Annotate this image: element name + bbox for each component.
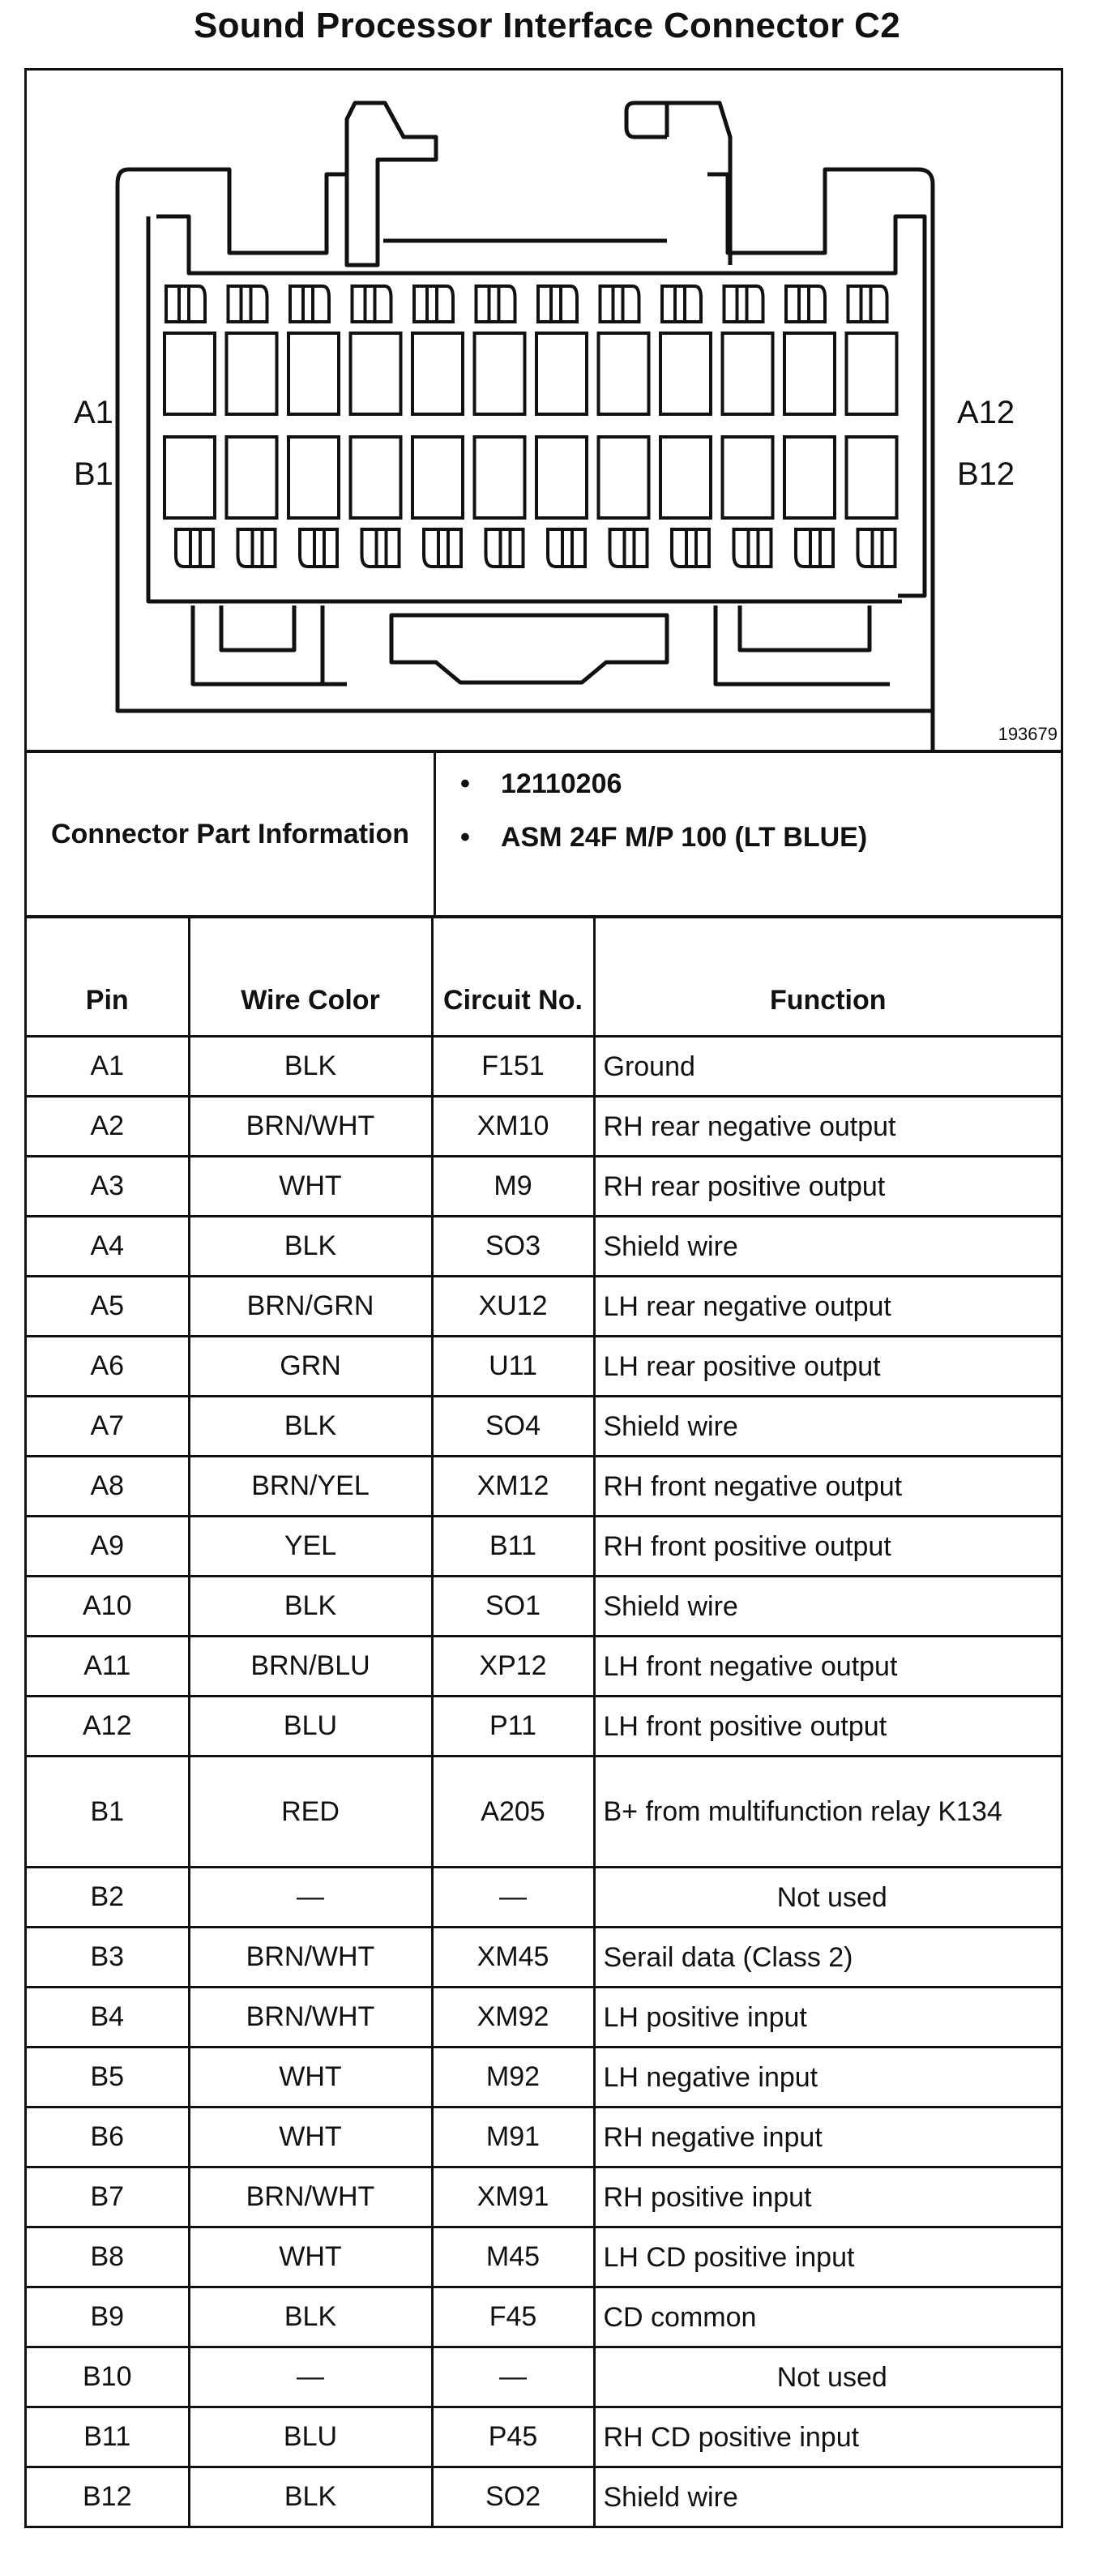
cell-pin: A1 <box>27 1037 189 1097</box>
cell-circuit-no: SO4 <box>432 1397 594 1457</box>
cell-wire-color: BRN/YEL <box>189 1457 432 1517</box>
table-row <box>27 2107 1061 2167</box>
part-number: • 12110206 <box>501 761 1061 807</box>
cell-circuit-no: SO3 <box>432 1217 594 1277</box>
cell-wire-color: YEL <box>189 1517 432 1577</box>
cell-function: Shield wire <box>594 1397 1061 1457</box>
cell-pin: B8 <box>27 2227 189 2287</box>
connector-face-drawing <box>27 71 1061 750</box>
label-row-b-right: B12 <box>957 456 1015 492</box>
table-row <box>27 2467 1061 2527</box>
part-info-values <box>436 753 1061 915</box>
cell-circuit-no: XM45 <box>432 1928 594 1988</box>
connector-document <box>24 68 1063 2528</box>
cell-function: LH rear negative output <box>594 1277 1061 1337</box>
cell-pin: B5 <box>27 2048 189 2107</box>
cell-circuit-no: M91 <box>432 2107 594 2167</box>
cell-function: LH front positive output <box>594 1697 1061 1757</box>
header-function: Function <box>594 918 1061 1037</box>
cell-circuit-no: XM12 <box>432 1457 594 1517</box>
cell-circuit-no: M45 <box>432 2227 594 2287</box>
table-row <box>27 1157 1061 1217</box>
cell-pin: B1 <box>27 1757 189 1868</box>
table-row <box>27 2048 1061 2107</box>
cell-circuit-no: — <box>432 2347 594 2407</box>
cell-function: RH positive input <box>594 2167 1061 2227</box>
cell-pin: B10 <box>27 2347 189 2407</box>
cell-circuit-no: P45 <box>432 2407 594 2467</box>
cell-wire-color: RED <box>189 1757 432 1868</box>
cell-wire-color: BRN/WHT <box>189 1988 432 2048</box>
cell-circuit-no: B11 <box>432 1517 594 1577</box>
cell-circuit-no: U11 <box>432 1337 594 1397</box>
table-row <box>27 2407 1061 2467</box>
cell-wire-color: BRN/WHT <box>189 1097 432 1157</box>
cell-wire-color: BLK <box>189 1577 432 1637</box>
header-circuit-no: Circuit No. <box>432 918 594 1037</box>
header-wire-color: Wire Color <box>189 918 432 1037</box>
cell-pin: A10 <box>27 1577 189 1637</box>
header-pin: Pin <box>27 918 189 1037</box>
cell-circuit-no: XP12 <box>432 1637 594 1697</box>
cell-function: RH CD positive input <box>594 2407 1061 2467</box>
cell-pin: B4 <box>27 1988 189 2048</box>
table-row <box>27 1277 1061 1337</box>
cell-pin: B6 <box>27 2107 189 2167</box>
cell-function: LH CD positive input <box>594 2227 1061 2287</box>
page-title: Sound Processor Interface Connector C2 <box>193 6 901 45</box>
cell-function: RH front negative output <box>594 1457 1061 1517</box>
cell-wire-color: BLK <box>189 1037 432 1097</box>
table-row <box>27 1397 1061 1457</box>
cell-function: Not used <box>594 2347 1061 2407</box>
table-row <box>27 1577 1061 1637</box>
table-row <box>27 1928 1061 1988</box>
cell-circuit-no: XM10 <box>432 1097 594 1157</box>
cell-function: CD common <box>594 2287 1061 2347</box>
cell-pin: B3 <box>27 1928 189 1988</box>
cell-function: Shield wire <box>594 2467 1061 2527</box>
table-row <box>27 1637 1061 1697</box>
cell-pin: B12 <box>27 2467 189 2527</box>
cell-wire-color: BLK <box>189 1217 432 1277</box>
cell-circuit-no: F45 <box>432 2287 594 2347</box>
cell-pin: B2 <box>27 1868 189 1928</box>
cell-function: Serail data (Class 2) <box>594 1928 1061 1988</box>
cell-pin: A5 <box>27 1277 189 1337</box>
cell-circuit-no: M92 <box>432 2048 594 2107</box>
table-row <box>27 1757 1061 1868</box>
cell-function: Shield wire <box>594 1217 1061 1277</box>
cell-wire-color: WHT <box>189 2227 432 2287</box>
cell-wire-color: GRN <box>189 1337 432 1397</box>
cell-pin: A12 <box>27 1697 189 1757</box>
table-row <box>27 1337 1061 1397</box>
cell-function: Ground <box>594 1037 1061 1097</box>
figure-number: 193679 <box>998 724 1058 744</box>
cell-pin: A9 <box>27 1517 189 1577</box>
cell-wire-color: WHT <box>189 2048 432 2107</box>
cell-pin: A7 <box>27 1397 189 1457</box>
cell-wire-color: — <box>189 2347 432 2407</box>
cell-pin: B7 <box>27 2167 189 2227</box>
cell-wire-color: BLU <box>189 1697 432 1757</box>
cell-pin: A4 <box>27 1217 189 1277</box>
cell-pin: A11 <box>27 1637 189 1697</box>
cell-pin: B11 <box>27 2407 189 2467</box>
cell-wire-color: BRN/GRN <box>189 1277 432 1337</box>
table-row <box>27 1037 1061 1097</box>
cell-wire-color: — <box>189 1868 432 1928</box>
cell-function: RH rear positive output <box>594 1157 1061 1217</box>
table-row <box>27 1868 1061 1928</box>
cell-circuit-no: SO1 <box>432 1577 594 1637</box>
cell-wire-color: BLK <box>189 1397 432 1457</box>
cell-function: B+ from multifunction relay K134 <box>594 1757 1061 1868</box>
cell-function: LH rear positive output <box>594 1337 1061 1397</box>
table-row <box>27 2227 1061 2287</box>
table-row <box>27 1097 1061 1157</box>
cell-circuit-no: F151 <box>432 1037 594 1097</box>
label-row-b-left: B1 <box>74 456 113 492</box>
part-description: • ASM 24F M/P 100 (LT BLUE) <box>501 815 1061 860</box>
cell-pin: A2 <box>27 1097 189 1157</box>
table-row <box>27 1217 1061 1277</box>
cell-wire-color: BRN/BLU <box>189 1637 432 1697</box>
table-row <box>27 1457 1061 1517</box>
cell-circuit-no: M9 <box>432 1157 594 1217</box>
cell-pin: B9 <box>27 2287 189 2347</box>
cell-function: Shield wire <box>594 1577 1061 1637</box>
label-row-a-right: A12 <box>957 395 1015 430</box>
pinout-table <box>27 918 1061 2528</box>
table-row <box>27 2287 1061 2347</box>
cell-circuit-no: XM91 <box>432 2167 594 2227</box>
cell-pin: A6 <box>27 1337 189 1397</box>
connector-diagram <box>27 71 1061 753</box>
cell-function: RH negative input <box>594 2107 1061 2167</box>
cell-function: RH front positive output <box>594 1517 1061 1577</box>
table-header-row <box>27 918 1061 1037</box>
table-row <box>27 1988 1061 2048</box>
cell-wire-color: BRN/WHT <box>189 1928 432 1988</box>
cell-wire-color: WHT <box>189 2107 432 2167</box>
cell-function: RH rear negative output <box>594 1097 1061 1157</box>
cell-wire-color: BLK <box>189 2287 432 2347</box>
cell-function: LH positive input <box>594 1988 1061 2048</box>
cell-circuit-no: SO2 <box>432 2467 594 2527</box>
cell-wire-color: WHT <box>189 1157 432 1217</box>
cell-circuit-no: XU12 <box>432 1277 594 1337</box>
cell-pin: A3 <box>27 1157 189 1217</box>
cell-pin: A8 <box>27 1457 189 1517</box>
part-info-label: Connector Part Information <box>27 753 436 915</box>
pinout-rows <box>27 1037 1061 2527</box>
table-row <box>27 2167 1061 2227</box>
table-row <box>27 2347 1061 2407</box>
label-row-a-left: A1 <box>74 395 113 430</box>
cell-function: LH negative input <box>594 2048 1061 2107</box>
cell-function: LH front negative output <box>594 1637 1061 1697</box>
cell-circuit-no: P11 <box>432 1697 594 1757</box>
cell-circuit-no: — <box>432 1868 594 1928</box>
table-row <box>27 1697 1061 1757</box>
cell-wire-color: BLU <box>189 2407 432 2467</box>
cell-wire-color: BRN/WHT <box>189 2167 432 2227</box>
cell-circuit-no: XM92 <box>432 1988 594 2048</box>
cell-function: Not used <box>594 1868 1061 1928</box>
cell-wire-color: BLK <box>189 2467 432 2527</box>
cell-circuit-no: A205 <box>432 1757 594 1868</box>
connector-part-information <box>27 753 1061 918</box>
table-row <box>27 1517 1061 1577</box>
